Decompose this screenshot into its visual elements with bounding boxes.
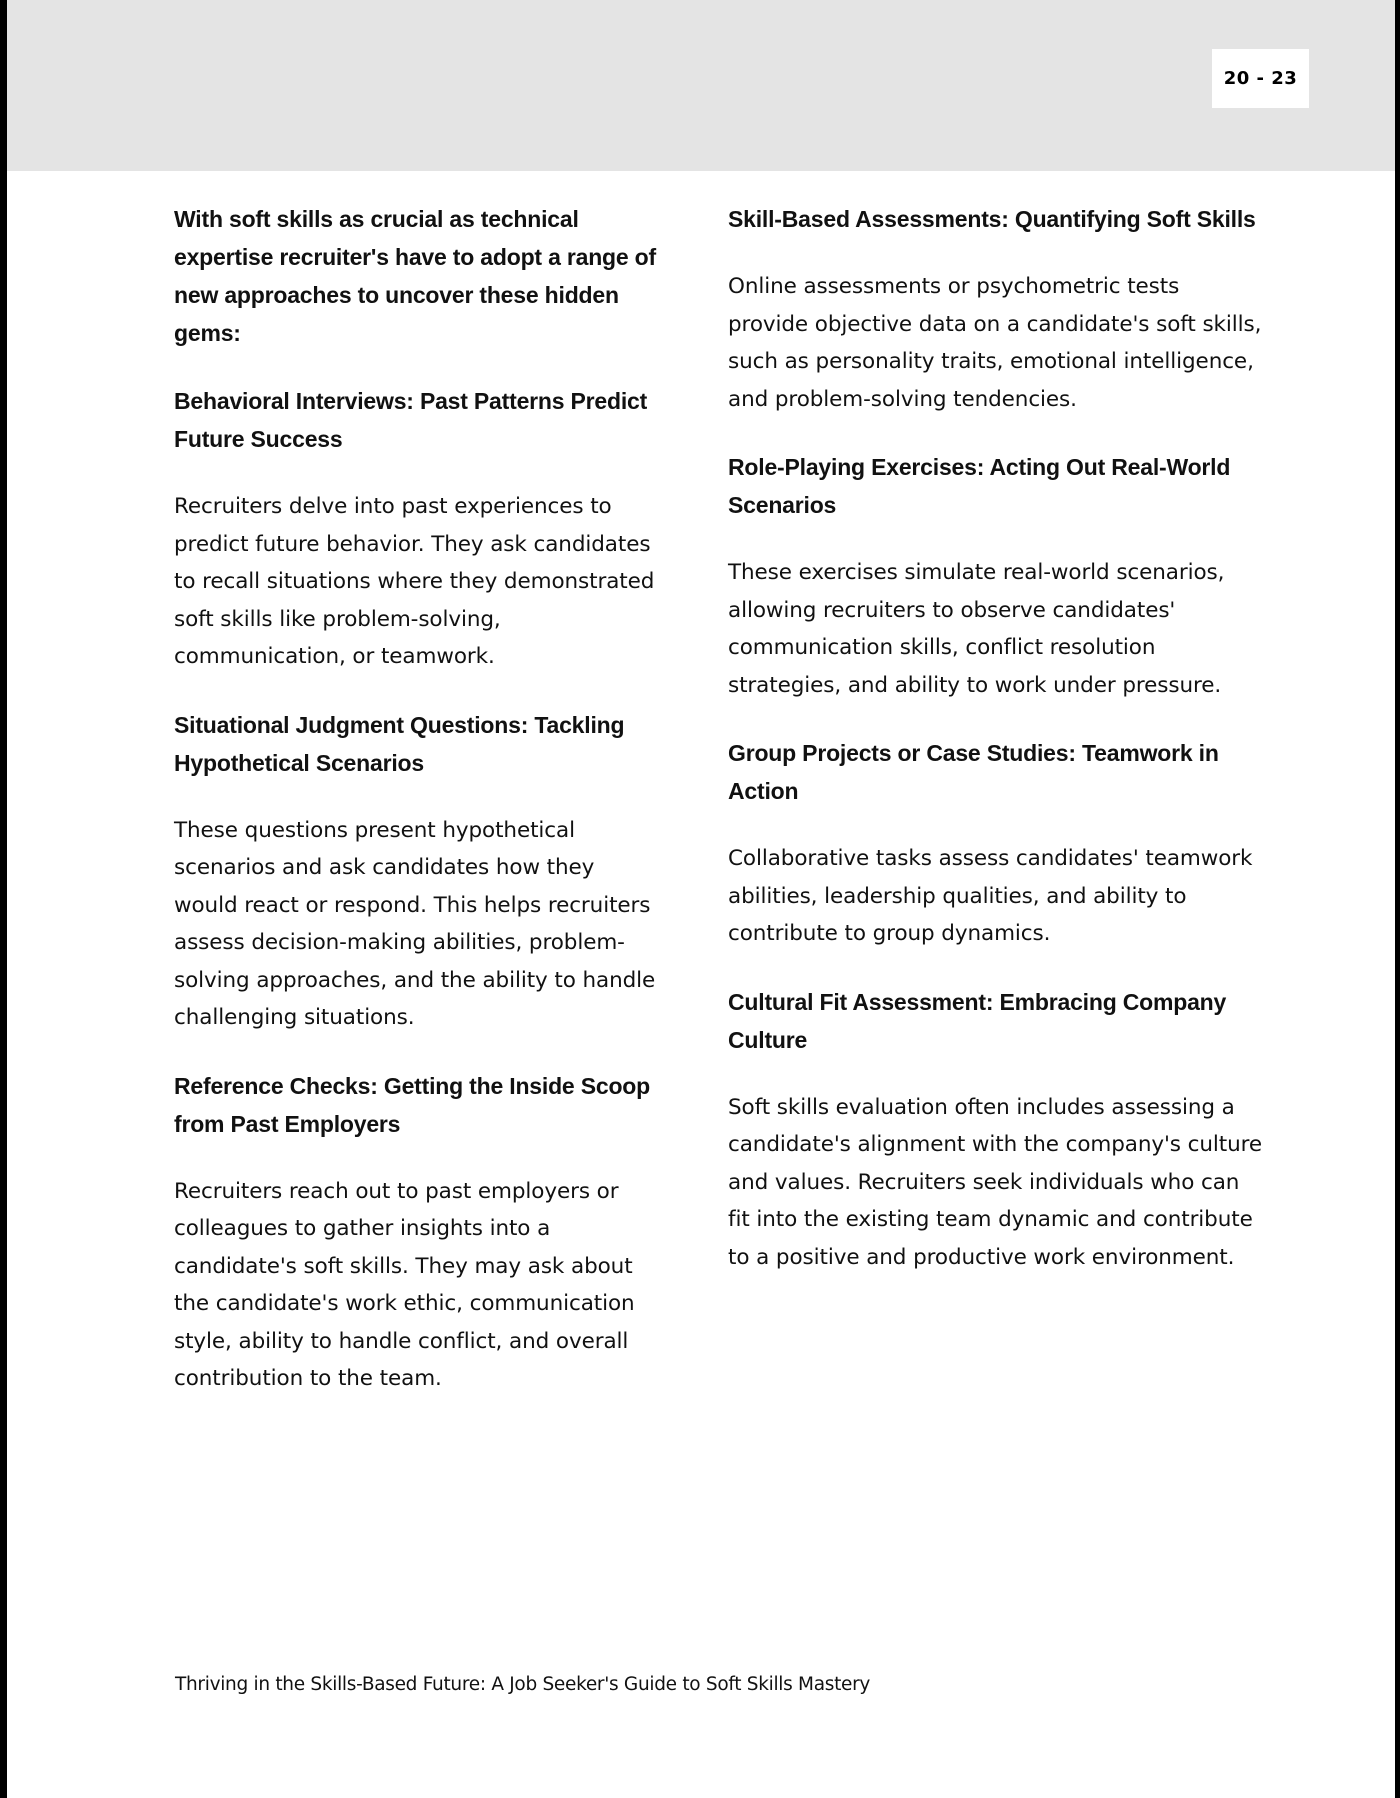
page-number-badge: 20 - 23 xyxy=(1212,49,1309,108)
section-heading-skill-based-assessments: Skill-Based Assessments: Quantifying Soft Skills xyxy=(728,206,1256,232)
section-body-situational-judgment: These questions present hypothetical scenarios and ask candidates how they would react or respond. This helps recruiters assess decision-making abilities, problem-solving approaches, and the ability to handle challenging situations. xyxy=(174,817,656,1030)
section-body-group-projects: Collaborative tasks assess candidates' teamwork abilities, leadership qualities, and ability to contribute to group dynamics. xyxy=(728,846,1253,946)
section-heading-group-projects: Group Projects or Case Studies: Teamwork in Action xyxy=(728,740,1219,804)
document-page xyxy=(7,0,1395,1798)
section-body-role-playing: These exercises simulate real-world scenarios, allowing recruiters to observe candidates' communication skills, conflict resolution strategies, and ability to work under pressure. xyxy=(728,560,1225,698)
footer-book-title: Thriving in the Skills-Based Future: A Job Seeker's Guide to Soft Skills Mastery xyxy=(175,1674,871,1695)
section-body-reference-checks: Recruiters reach out to past employers or colleagues to gather insights into a candidate's soft skills. They may ask about the candidate's work ethic, communication style, ability to handle conflict, and overall contribution to the team. xyxy=(174,1178,635,1391)
section-heading-cultural-fit: Cultural Fit Assessment: Embracing Company Culture xyxy=(728,988,1227,1053)
section-body-behavioral-interviews: Recruiters delve into past experiences to predict future behavior. They ask candidates to recall situations where they demonstrated soft skills like problem-solving, communication, or teamwork. xyxy=(174,494,655,669)
section-body-cultural-fit: Soft skills evaluation often includes assessing a candidate's alignment with the company's culture and values. Recruiters seek individuals who can fit into the existing team dynamic and contribute to a positive and productive work environment. xyxy=(728,1094,1263,1270)
intro-paragraph: With soft skills as crucial as technical expertise recruiter's have to adopt a range of new approaches to uncover these hidden gems: xyxy=(174,206,656,346)
section-heading-role-playing: Role-Playing Exercises: Acting Out Real-World Scenarios xyxy=(728,454,1231,518)
section-heading-behavioral-interviews: Behavioral Interviews: Past Patterns Predict Future Success xyxy=(174,388,648,452)
right-column xyxy=(728,200,1263,1306)
page-header-band xyxy=(7,0,1395,171)
section-heading-reference-checks: Reference Checks: Getting the Inside Scoop from Past Employers xyxy=(174,1072,650,1137)
section-body-skill-based-assessments: Online assessments or psychometric tests provide objective data on a candidate's soft skills, such as personality traits, emotional intelligence, and problem-solving tendencies. xyxy=(728,274,1262,412)
section-heading-situational-judgment: Situational Judgment Questions: Tackling Hypothetical Scenarios xyxy=(174,711,625,776)
left-column xyxy=(174,200,664,1428)
